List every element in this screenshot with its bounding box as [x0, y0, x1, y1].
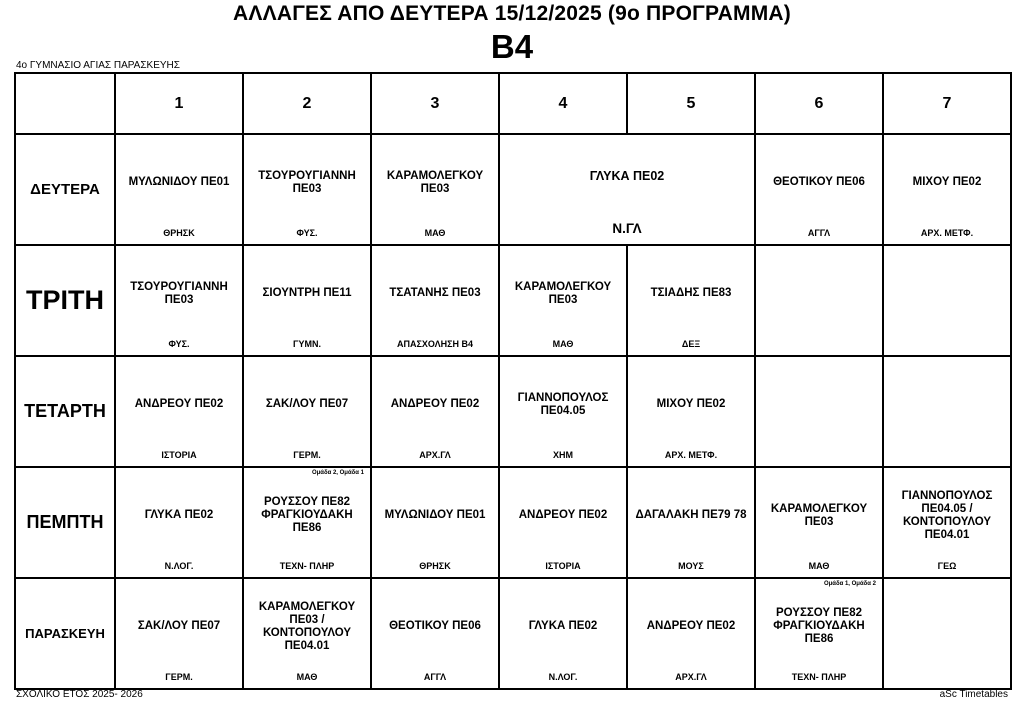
period-header [755, 73, 883, 134]
lesson-cell [371, 578, 499, 689]
period-label: 4 [558, 94, 568, 112]
lesson-subject: ΑΠΑΣΧΟΛΗΣΗ Β4 [396, 339, 474, 349]
period-header [243, 73, 371, 134]
lesson-cell [883, 467, 1011, 578]
lesson-teacher: ΘΕΟΤΙΚΟΥ ΠΕ06 [773, 176, 865, 188]
lesson-cell [755, 578, 883, 689]
lesson-cell [243, 356, 371, 467]
lesson-cell [243, 578, 371, 689]
day-cell [15, 134, 115, 245]
lesson-teacher: ΡΟΥΣΣΟΥ ΠΕ82 ΦΡΑΓΚΙΟΥΔΑΚΗ ΠΕ86 [261, 496, 353, 534]
page-title: ΑΛΛΑΓΕΣ ΑΠΟ ΔΕΥΤΕΡΑ 15/12/2025 (9ο ΠΡΟΓΡΑΜΜΑ) [233, 2, 791, 25]
day-row-monday [15, 134, 1011, 245]
lesson-subject: Ν.ΛΟΓ. [164, 561, 194, 571]
lesson-teacher: ΑΝΔΡΕΟΥ ΠΕ02 [134, 398, 224, 410]
lesson-cell [115, 467, 243, 578]
lesson-subject: ΧΗΜ [553, 450, 573, 460]
period-header [627, 73, 755, 134]
lesson-subject: ΤΕΧΝ- ΠΛΗΡ [791, 672, 847, 682]
lesson-cell [115, 245, 243, 356]
lesson-teacher: ΑΝΔΡΕΟΥ ΠΕ02 [646, 620, 736, 632]
period-header [371, 73, 499, 134]
lesson-subject: ΑΓΓΛ [807, 228, 831, 238]
group-tag: Ομάδα 1, Ομάδα 2 [823, 581, 876, 587]
period-label: 7 [942, 94, 952, 112]
empty-cell [883, 578, 1011, 689]
class-name: Β4 [490, 28, 534, 65]
lesson-subject: Ν.ΓΛ [612, 221, 642, 236]
lesson-subject: ΑΡΧ.ΓΛ [675, 672, 707, 682]
lesson-subject: ΜΟΥΣ [678, 561, 704, 571]
software-credit: aSc Timetables [939, 689, 1008, 700]
day-label: ΤΡΙΤΗ [26, 285, 104, 315]
day-row-wednesday [15, 356, 1011, 467]
period-header-row [15, 73, 1011, 134]
lesson-cell [499, 578, 627, 689]
day-label: ΔΕΥΤΕΡΑ [30, 181, 100, 198]
lesson-cell [243, 134, 371, 245]
period-label: 5 [686, 94, 696, 112]
lesson-cell [243, 245, 371, 356]
lesson-teacher: ΤΣΟΥΡΟΥΓΙΑΝΝΗ ΠΕ03 [258, 169, 356, 195]
day-cell [15, 578, 115, 689]
lesson-teacher: ΜΥΛΩΝΙΔΟΥ ΠΕ01 [128, 176, 230, 188]
period-label: 6 [814, 94, 824, 112]
lesson-teacher: ΤΣΙΑΔΗΣ ΠΕ83 [650, 287, 732, 299]
lesson-subject: ΤΕΧΝ- ΠΛΗΡ [279, 561, 335, 571]
lesson-cell [755, 134, 883, 245]
lesson-cell [499, 356, 627, 467]
lesson-subject: ΜΑΘ [296, 672, 318, 682]
lesson-teacher: ΓΙΑΝΝΟΠΟΥΛΟΣ ΠΕ04.05 / ΚΟΝΤΟΠΟΥΛΟΥ ΠΕ04.01 [901, 489, 993, 541]
empty-cell [883, 356, 1011, 467]
lesson-teacher: ΤΣΑΤΑΝΗΣ ΠΕ03 [389, 287, 481, 299]
corner-cell [15, 73, 115, 134]
lesson-subject: ΓΥΜΝ. [293, 339, 321, 349]
lesson-subject: ΘΡΗΣΚ [419, 561, 451, 571]
lesson-teacher: ΜΙΧΟΥ ΠΕ02 [656, 398, 726, 410]
lesson-subject: ΓΕΡΜ. [293, 450, 321, 460]
lesson-subject: ΜΑΘ [808, 561, 830, 571]
period-label: 2 [302, 94, 312, 112]
lesson-cell [627, 356, 755, 467]
period-header [115, 73, 243, 134]
lesson-teacher: ΚΑΡΑΜΟΛΕΓΚΟΥ ΠΕ03 [386, 169, 484, 195]
day-cell [15, 245, 115, 356]
lesson-teacher: ΤΣΟΥΡΟΥΓΙΑΝΝΗ ΠΕ03 [130, 280, 228, 306]
lesson-teacher: ΑΝΔΡΕΟΥ ΠΕ02 [518, 509, 608, 521]
lesson-cell [627, 467, 755, 578]
lesson-cell [115, 578, 243, 689]
lesson-cell [371, 467, 499, 578]
lesson-teacher: ΚΑΡΑΜΟΛΕΓΚΟΥ ΠΕ03 [770, 502, 868, 528]
lesson-subject: ΑΓΓΛ [423, 672, 447, 682]
lesson-cell [627, 578, 755, 689]
lesson-cell [371, 245, 499, 356]
lesson-cell [883, 134, 1011, 245]
day-row-thursday [15, 467, 1011, 578]
day-label: ΠΕΜΠΤΗ [26, 512, 104, 532]
school-year: ΣΧΟΛΙΚΟ ΕΤΟΣ 2025- 2026 [16, 689, 143, 700]
lesson-subject: ΓΕΩ [937, 561, 957, 571]
lesson-subject: ΦΥΣ. [296, 228, 318, 238]
lesson-teacher: ΚΑΡΑΜΟΛΕΓΚΟΥ ΠΕ03 / ΚΟΝΤΟΠΟΥΛΟΥ ΠΕ04.01 [258, 600, 356, 652]
lesson-teacher: ΓΛΥΚΑ ΠΕ02 [589, 169, 665, 183]
lesson-subject: ΦΥΣ. [168, 339, 190, 349]
day-label: ΤΕΤΑΡΤΗ [24, 401, 106, 421]
lesson-teacher: ΔΑΓΑΛΑΚΗ ΠΕ79 78 [635, 509, 747, 521]
lesson-cell [499, 467, 627, 578]
day-cell [15, 467, 115, 578]
day-label: ΠΑΡΑΣΚΕΥΗ [25, 626, 105, 641]
lesson-subject: ΜΑΘ [424, 228, 446, 238]
lesson-teacher: ΜΙΧΟΥ ΠΕ02 [912, 176, 982, 188]
lesson-cell [755, 467, 883, 578]
lesson-subject: ΘΡΗΣΚ [163, 228, 195, 238]
lesson-cell [627, 245, 755, 356]
lesson-subject: ΓΕΡΜ. [165, 672, 193, 682]
lesson-teacher: ΚΑΡΑΜΟΛΕΓΚΟΥ ΠΕ03 [514, 280, 612, 306]
lesson-cell-double [499, 134, 755, 245]
lesson-cell [371, 356, 499, 467]
lesson-cell [371, 134, 499, 245]
lesson-subject: ΜΑΘ [552, 339, 574, 349]
lesson-teacher: ΣΙΟΥΝΤΡΗ ΠΕ11 [262, 287, 352, 299]
period-label: 3 [430, 94, 440, 112]
lesson-teacher: ΡΟΥΣΣΟΥ ΠΕ82 ΦΡΑΓΚΙΟΥΔΑΚΗ ΠΕ86 [773, 607, 865, 645]
lesson-subject: ΔΕΞ [681, 339, 701, 349]
group-tag: Ομάδα 2, Ομάδα 1 [311, 470, 364, 476]
period-label: 1 [174, 94, 184, 112]
lesson-teacher: ΓΛΥΚΑ ΠΕ02 [528, 620, 598, 632]
lesson-cell [243, 467, 371, 578]
lesson-teacher: ΘΕΟΤΙΚΟΥ ΠΕ06 [389, 620, 481, 632]
lesson-cell [115, 134, 243, 245]
lesson-cell [115, 356, 243, 467]
lesson-subject: ΙΣΤΟΡΙΑ [545, 561, 581, 571]
period-header [499, 73, 627, 134]
empty-cell [755, 356, 883, 467]
lesson-subject: ΑΡΧ.ΓΛ [419, 450, 451, 460]
lesson-subject: ΑΡΧ. ΜΕΤΦ. [920, 228, 974, 238]
lesson-subject: ΑΡΧ. ΜΕΤΦ. [664, 450, 718, 460]
lesson-teacher: ΣΑΚ/ΛΟΥ ΠΕ07 [265, 398, 349, 410]
day-row-friday [15, 578, 1011, 689]
lesson-subject: Ν.ΛΟΓ. [548, 672, 578, 682]
lesson-teacher: ΑΝΔΡΕΟΥ ΠΕ02 [390, 398, 480, 410]
lesson-subject: ΙΣΤΟΡΙΑ [161, 450, 197, 460]
lesson-teacher: ΜΥΛΩΝΙΔΟΥ ΠΕ01 [384, 509, 486, 521]
school-name: 4ο ΓΥΜΝΑΣΙΟ ΑΓΙΑΣ ΠΑΡΑΣΚΕΥΗΣ [16, 60, 180, 71]
period-header [883, 73, 1011, 134]
lesson-teacher: ΓΛΥΚΑ ΠΕ02 [144, 509, 214, 521]
timetable [14, 72, 1012, 690]
empty-cell [755, 245, 883, 356]
lesson-teacher: ΣΑΚ/ΛΟΥ ΠΕ07 [137, 620, 221, 632]
empty-cell [883, 245, 1011, 356]
day-row-tuesday [15, 245, 1011, 356]
lesson-teacher: ΓΙΑΝΝΟΠΟΥΛΟΣ ΠΕ04.05 [517, 391, 609, 417]
day-cell [15, 356, 115, 467]
lesson-cell [499, 245, 627, 356]
